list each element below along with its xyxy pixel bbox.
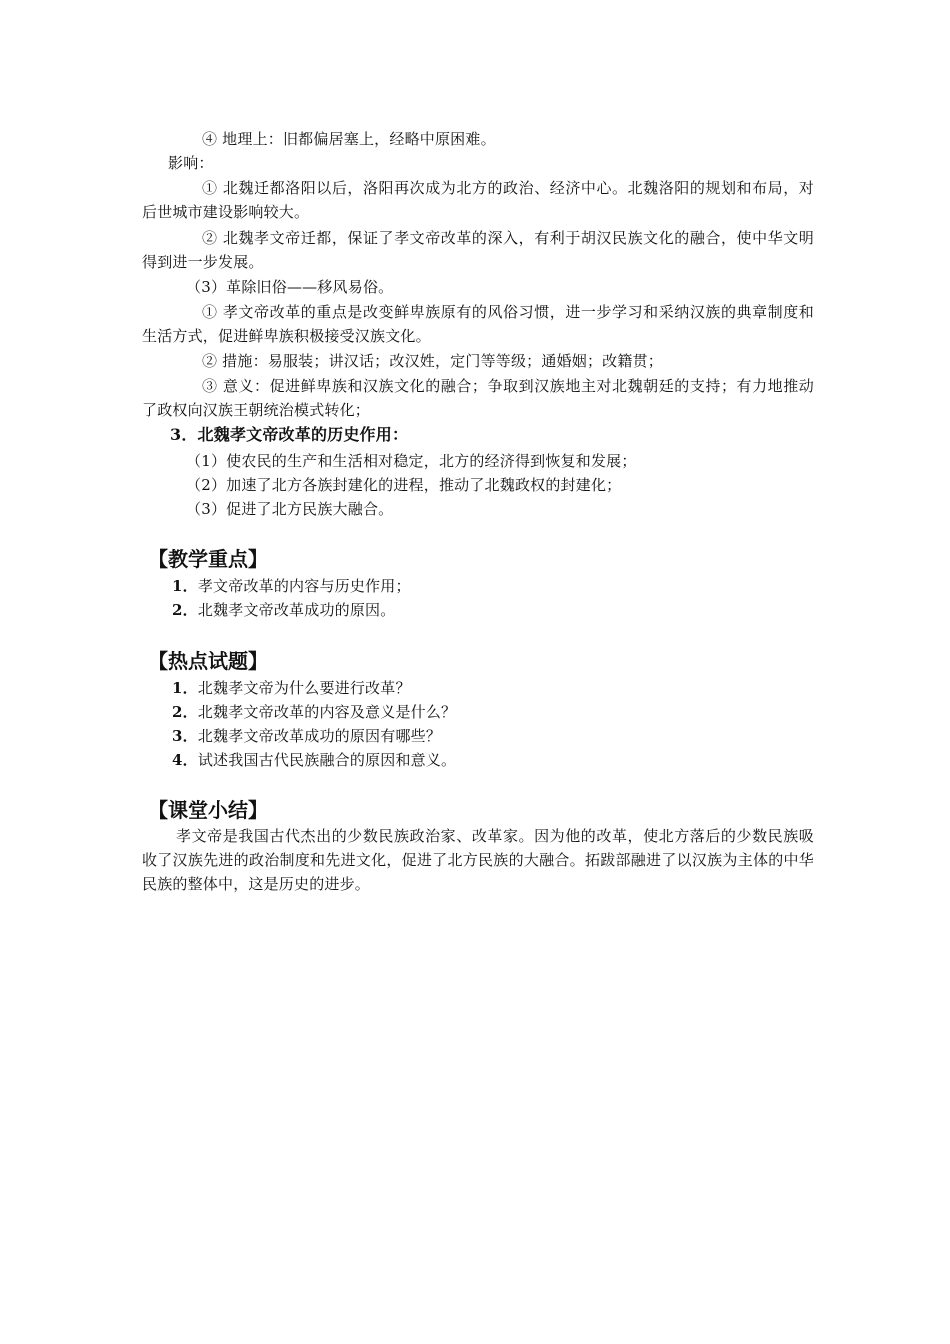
list-text: 孝文帝改革的内容与历史作用； bbox=[197, 577, 411, 595]
item-3-point-1: ① 孝文帝改革的重点是改变鲜卑族原有的风俗习惯，进一步学习和采纳汉族的典章制度和生活方式，促进鲜卑族积极接受汉族文化。 bbox=[142, 303, 814, 345]
list-number: 1． bbox=[172, 679, 198, 697]
hot-question-item-2 bbox=[172, 701, 456, 723]
part-3-number: 3． bbox=[170, 425, 198, 444]
summary-text: 孝文帝是我国古代杰出的少数民族政治家、改革家。因为他的改革，使北方落后的少数民族吸收了汉族先进的政治制度和先进文化，促进了北方民族的大融合。拓跋部融进了以汉族为主体的中华民族的整体中，这是历史的进步。 bbox=[142, 827, 814, 893]
summary-heading: 【课堂小结】 bbox=[148, 798, 268, 822]
hot-question-item-4 bbox=[172, 749, 456, 771]
part-3-item-2: （2）加速了北方各族封建化的进程，推动了北魏政权的封建化； bbox=[186, 476, 622, 494]
list-number: 2． bbox=[172, 703, 198, 721]
list-text: 试述我国古代民族融合的原因和意义。 bbox=[197, 751, 457, 769]
influence-point-1: ① 北魏迁都洛阳以后，洛阳再次成为北方的政治、经济中心。北魏洛阳的规划和布局，对后世城市建设影响较大。 bbox=[142, 179, 814, 221]
influence-point-2: ② 北魏孝文帝迁都，保证了孝文帝改革的深入，有利于胡汉民族文化的融合，使中华文明得到进一步发展。 bbox=[142, 229, 814, 271]
hot-questions-heading: 【热点试题】 bbox=[148, 649, 268, 673]
teaching-focus-item-1 bbox=[172, 575, 411, 597]
item-3-point-2: ② 措施：易服装；讲汉话；改汉姓，定门等等级；通婚姻；改籍贯； bbox=[202, 352, 663, 370]
list-text: 北魏孝文帝为什么要进行改革？ bbox=[197, 679, 411, 697]
list-number: 4． bbox=[172, 751, 198, 769]
hot-question-item-1 bbox=[172, 677, 411, 699]
list-text: 北魏孝文帝改革成功的原因。 bbox=[197, 601, 396, 619]
list-text: 北魏孝文帝改革成功的原因有哪些？ bbox=[197, 727, 442, 745]
part-3-heading bbox=[170, 424, 408, 446]
list-number: 2． bbox=[172, 601, 198, 619]
teaching-focus-heading: 【教学重点】 bbox=[148, 547, 268, 571]
hot-question-item-3 bbox=[172, 725, 441, 747]
part-3-item-3: （3）促进了北方民族大融合。 bbox=[186, 500, 394, 518]
part-3-item-1: （1）使农民的生产和生活相对稳定，北方的经济得到恢复和发展； bbox=[186, 452, 637, 470]
influence-label: 影响： bbox=[168, 154, 214, 172]
list-number: 3． bbox=[172, 727, 198, 745]
item-3-point-3: ③ 意义：促进鲜卑族和汉族文化的融合；争取到汉族地主对北魏朝廷的支持；有力地推动了政权向汉族王朝统治模式转化； bbox=[142, 377, 814, 419]
item-3-title: （3）革除旧俗——移风易俗。 bbox=[186, 278, 394, 296]
reason-point-4: ④ 地理上：旧都偏居塞上，经略中原困难。 bbox=[202, 130, 496, 148]
teaching-focus-item-2 bbox=[172, 599, 395, 621]
list-number: 1． bbox=[172, 577, 198, 595]
part-3-title: 北魏孝文帝改革的历史作用： bbox=[197, 425, 409, 444]
list-text: 北魏孝文帝改革的内容及意义是什么？ bbox=[197, 703, 457, 721]
